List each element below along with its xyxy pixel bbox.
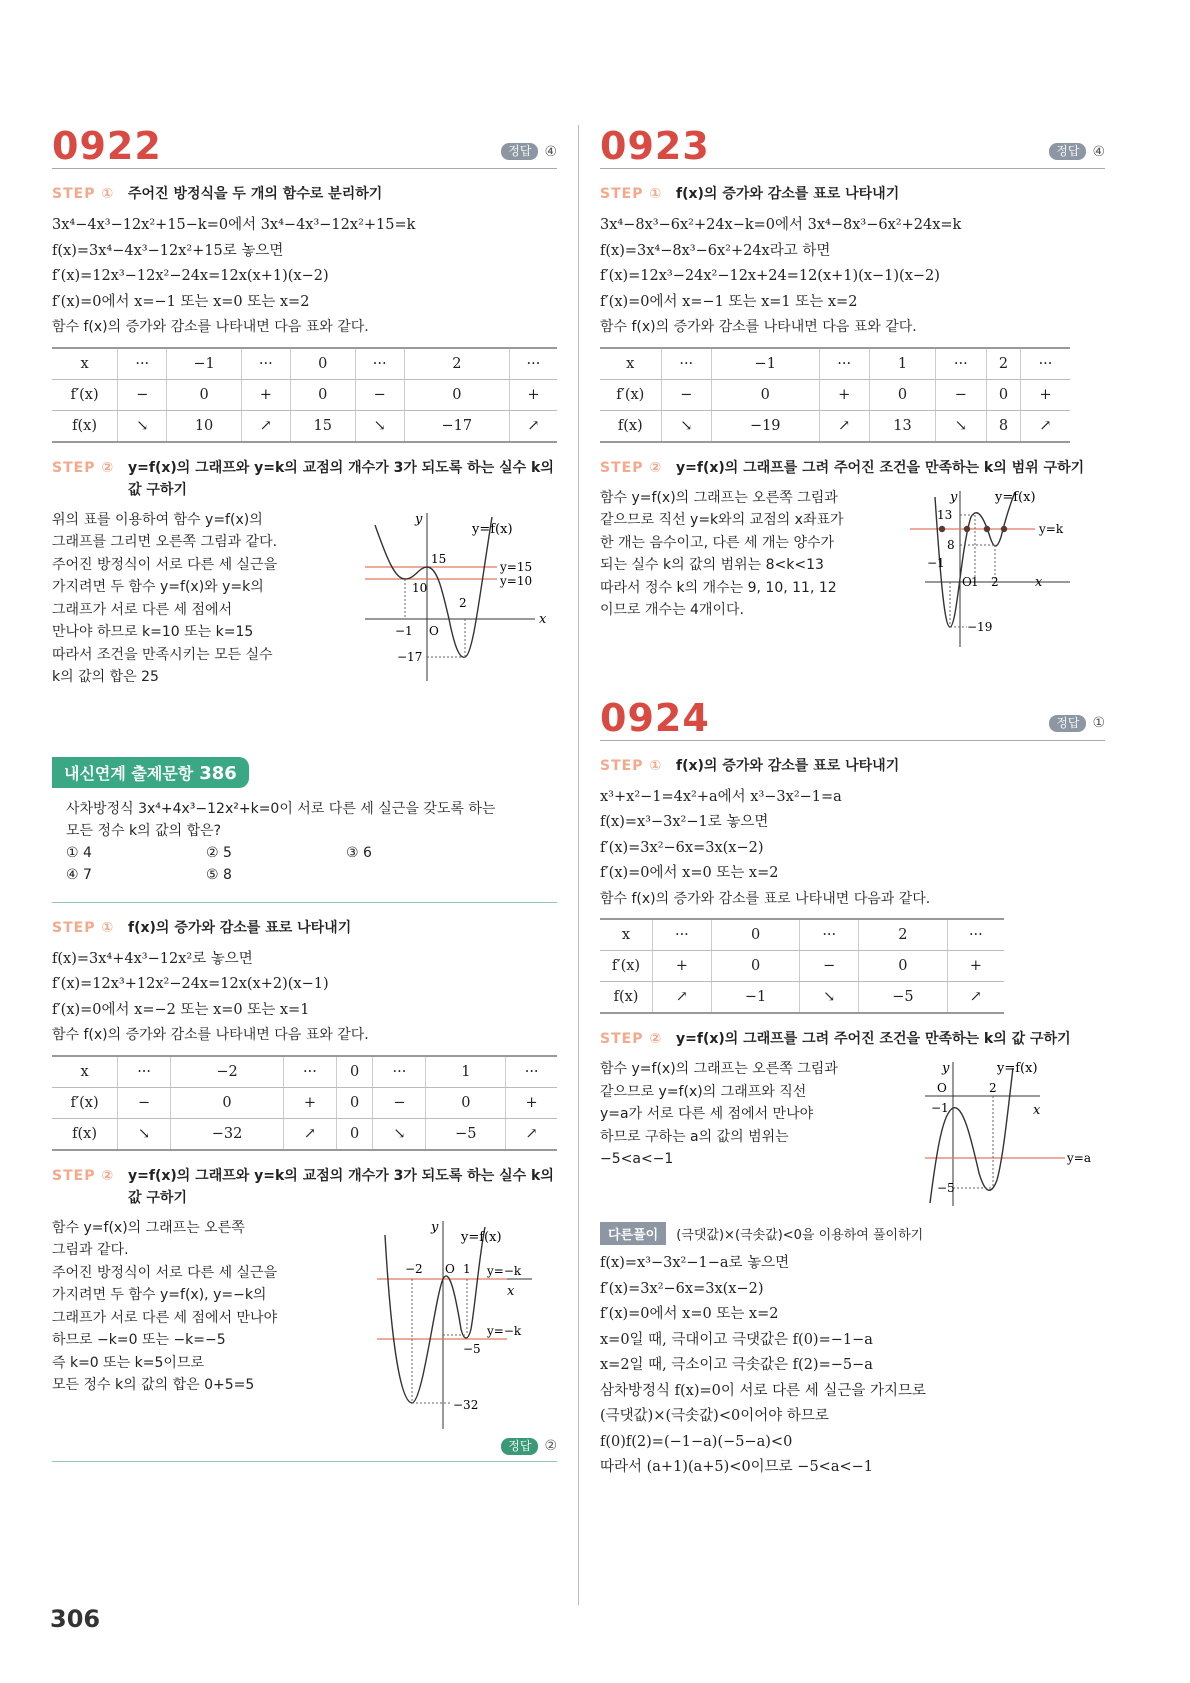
svg-text:−5: −5 xyxy=(937,1181,955,1195)
svg-text:1: 1 xyxy=(971,574,979,589)
step-badge: STEP ① xyxy=(52,186,115,202)
svg-text:2: 2 xyxy=(989,1081,997,1095)
problem-0924-header xyxy=(600,690,1105,741)
table-row: x ··· −1 ··· 0 ··· 2 ··· xyxy=(52,348,557,380)
problem-number: 0922 xyxy=(52,124,162,168)
choice[interactable]: ⑤ 8 xyxy=(206,866,232,883)
svg-text:y: y xyxy=(950,489,958,505)
explanation-text: 함수 y=f(x)의 그래프는 오른쪽 그림과 같다. 주어진 방정식이 서로 다른 세 실근을 가지려면 두 함수 y=f(x), y=−k의 그래프가 서로 다른 세 점에서 만나야 하므로 −k=0 또는 −k=−5 즉 k=0 또는 k=5이므로 모든 정수 k의 값의 합은 0+5=5 xyxy=(52,1219,278,1393)
solution-line: f(x)=3x⁴−4x³−12x²+15로 놓으면 xyxy=(52,242,284,259)
step-heading xyxy=(52,917,557,939)
step-heading: STEP ② y=f(x)의 그래프를 그려 주어진 조건을 만족하는 k의 값 구하기 xyxy=(600,1031,1071,1047)
step-heading xyxy=(52,1165,557,1209)
origin-label: O xyxy=(429,623,439,638)
step-heading xyxy=(52,457,557,501)
answer-indicator: 정답 ② xyxy=(52,1438,557,1455)
tick-label: 10 xyxy=(412,580,428,595)
step-badge: STEP ② xyxy=(52,1167,115,1184)
svg-text:O: O xyxy=(962,574,972,589)
line-label: y=15 xyxy=(500,559,533,574)
solution-lines: 3x⁴−8x³−6x²+24x−k=0에서 3x⁴−8x³−6x²+24x=k f(x)=3x⁴−8x³−6x²+24x라고 하면 f′(x)=12x³−24x²−12x+24=12(x+1)(x−1)(x−2) f′(x)=0에서 x=−1 또는 x=1 또는 x=2 함수 f(x)의 증가와 감소를 나타내면 다음 표와 같다. xyxy=(600,217,962,335)
svg-text:y=f(x): y=f(x) xyxy=(461,1229,502,1245)
solution-lines: f(x)=3x⁴+4x³−12x²로 놓으면 f′(x)=12x³+12x²−24x=12x(x+2)(x−1) f′(x)=0에서 x=−2 또는 x=0 또는 x=1 함수 f(x)의 증가와 감소를 나타내면 다음 표와 같다. xyxy=(52,950,369,1043)
problem-0923-header xyxy=(600,118,1105,169)
graph-row xyxy=(52,509,557,689)
step-title: f(x)의 증가와 감소를 표로 나타내기 xyxy=(128,919,352,936)
column-divider xyxy=(578,125,579,1605)
graph-row xyxy=(600,1058,1105,1208)
step-title: 주어진 방정식을 두 개의 함수로 분리하기 xyxy=(128,186,383,202)
svg-text:x: x xyxy=(1033,1103,1041,1118)
increase-decrease-table: x ··· −1 ··· 1 ··· 2 ··· f′(x) − 0 + 0 − 0 + f(x) ↘ −19 ↗ 13 ↘ 8 ↗ xyxy=(600,347,1070,443)
step-badge: STEP ② xyxy=(52,459,115,476)
svg-text:−32: −32 xyxy=(453,1397,479,1412)
tick-label: −17 xyxy=(397,649,423,664)
svg-text:1: 1 xyxy=(463,1261,471,1276)
solution-lines xyxy=(52,213,557,341)
choice[interactable]: ① 4 xyxy=(66,844,92,861)
left-column xyxy=(52,118,557,1462)
solution-line: f′(x)=0에서 x=−1 또는 x=0 또는 x=2 xyxy=(52,293,310,310)
x-axis-label: x xyxy=(539,611,547,627)
svg-text:y=−k: y=−k xyxy=(487,1263,522,1278)
tick-label: 15 xyxy=(431,551,447,566)
svg-text:−5: −5 xyxy=(463,1341,481,1356)
function-curve xyxy=(385,1227,485,1403)
solution-line: 3x⁴−4x³−12x²+15−k=0에서 3x⁴−4x³−12x²+15=k xyxy=(52,217,416,233)
answer-choices xyxy=(66,842,543,886)
step-heading xyxy=(52,183,557,205)
table-row: f′(x) − 0 + 0 − 0 + xyxy=(52,379,557,410)
graph-row xyxy=(52,1217,557,1432)
svg-text:−1: −1 xyxy=(927,555,945,570)
increase-decrease-table: x ··· −2 ··· 0 ··· 1 ··· f′(x) − 0 + 0 − 0 + f(x) ↘ −32 ↗ 0 ↘ −5 ↗ xyxy=(52,1055,557,1151)
svg-text:y=f(x): y=f(x) xyxy=(997,1061,1038,1076)
answer-indicator: 정답 ④ xyxy=(1049,143,1105,160)
problem-number: 0923 xyxy=(600,124,710,168)
increase-decrease-table: x ··· 0 ··· 2 ··· f′(x) + 0 − 0 + f(x) ↗ −1 ↘ −5 ↗ xyxy=(600,918,1004,1014)
svg-text:8: 8 xyxy=(947,537,955,552)
svg-text:−2: −2 xyxy=(405,1261,423,1276)
svg-text:−1: −1 xyxy=(931,1101,949,1115)
svg-text:y=−k: y=−k xyxy=(487,1323,522,1338)
solution-line: 함수 f(x)의 증가와 감소를 나타내면 다음 표와 같다. xyxy=(52,319,369,335)
solution-line: f′(x)=12x³−12x²−24x=12x(x+1)(x−2) xyxy=(52,268,329,284)
function-graph-386 xyxy=(357,1217,557,1432)
svg-text:13: 13 xyxy=(937,507,953,522)
tick-label: 2 xyxy=(459,595,467,610)
svg-text:−19: −19 xyxy=(967,619,993,634)
step-title: y=f(x)의 그래프와 y=k의 교점의 개수가 3가 되도록 하는 실수 k의 값 구하기 xyxy=(128,459,554,498)
svg-text:2: 2 xyxy=(991,574,999,589)
alternative-solution-lines: f(x)=x³−3x²−1−a로 놓으면 f′(x)=3x²−6x=3x(x−2) f′(x)=0에서 x=0 또는 x=2 x=0일 때, 극대이고 극댓값은 f(0)=−1−a x=2일 때, 극소이고 극솟값은 f(2)=−5−a 삼차방정식 f(x)=0이 서로 다른 세 실근을 가지므로 (극댓값)×(극솟값)<0이어야 하므로 f(0)f(2)=(−1−a)(−5−a)<0 따라서 (a+1)(a+5)<0이므로 −5<a<−1 xyxy=(600,1255,927,1475)
choice[interactable]: ② 5 xyxy=(206,844,232,861)
line-label: y=10 xyxy=(500,573,533,588)
solution-lines: x³+x²−1=4x²+a에서 x³−3x²−1=a f(x)=x³−3x²−1로 놓으면 f′(x)=3x²−6x=3x(x−2) f′(x)=0에서 x=0 또는 x=2 함수 f(x)의 증가와 감소를 표로 나타내면 다음과 같다. xyxy=(600,788,931,907)
linked-question-386 xyxy=(52,757,557,903)
svg-text:O: O xyxy=(445,1261,455,1276)
choice[interactable]: ③ 6 xyxy=(346,844,372,861)
explanation-text: 함수 y=f(x)의 그래프는 오른쪽 그림과 같으므로 y=f(x)의 그래프와 직선 y=a가 서로 다른 세 점에서 만나야 하므로 구하는 a의 값의 범위는 −5<a<−1 xyxy=(600,1061,838,1167)
step-title: y=f(x)의 그래프와 y=k의 교점의 개수가 3가 되도록 하는 실수 k의 값 구하기 xyxy=(128,1167,554,1206)
step-heading: STEP ① f(x)의 증가와 감소를 표로 나타내기 xyxy=(600,186,900,202)
svg-text:y=f(x): y=f(x) xyxy=(995,489,1036,505)
page-number: 306 xyxy=(50,1605,101,1633)
function-graph-0922 xyxy=(357,509,557,684)
function-graph-0924 xyxy=(905,1058,1105,1208)
right-column xyxy=(600,118,1105,1481)
graph-row xyxy=(600,487,1105,652)
answer-tag: 정답 xyxy=(501,143,538,160)
problem-0922-header xyxy=(52,118,557,169)
choice[interactable]: ④ 7 xyxy=(66,866,92,883)
svg-text:y: y xyxy=(942,1061,950,1076)
step-badge: STEP ① xyxy=(52,919,115,936)
svg-text:y: y xyxy=(431,1219,439,1235)
step-heading: STEP ① f(x)의 증가와 감소를 표로 나타내기 xyxy=(600,757,900,774)
answer-indicator: 정답 ① xyxy=(1049,715,1105,732)
question-title: 내신연계 출제문항 386 xyxy=(52,757,249,788)
svg-text:O: O xyxy=(937,1081,947,1095)
increase-decrease-table xyxy=(52,347,557,443)
curve-label: y=f(x) xyxy=(472,521,513,537)
alternative-solution-header: 다른풀이 (극댓값)×(극솟값)<0을 이용하여 풀이하기 xyxy=(600,1222,1105,1245)
problem-number: 0924 xyxy=(600,695,710,740)
answer-indicator xyxy=(501,143,557,160)
step-heading: STEP ② y=f(x)의 그래프를 그려 주어진 조건을 만족하는 k의 범위 구하기 xyxy=(600,459,1085,476)
section-divider xyxy=(52,1461,557,1462)
svg-text:x: x xyxy=(507,1283,515,1299)
y-axis-label: y xyxy=(415,511,423,527)
function-graph-0923 xyxy=(905,487,1105,652)
explanation-text: 위의 표를 이용하여 함수 y=f(x)의 그래프를 그리면 오른쪽 그림과 같다. 주어진 방정식이 서로 다른 세 실근을 가지려면 두 함수 y=f(x)와 y=k의 그래프가 서로 다른 세 점에서 만나야 하므로 k=10 또는 k=15 따라서 조건을 만족시키는 모든 실수 k의 값의 합은 25 xyxy=(52,511,278,685)
answer-value: ④ xyxy=(544,143,557,160)
tick-label: −1 xyxy=(395,623,413,638)
svg-text:x: x xyxy=(1035,574,1043,590)
svg-text:y=k: y=k xyxy=(1039,521,1064,536)
table-row: f(x) ↘ 10 ↗ 15 ↘ −17 ↗ xyxy=(52,410,557,442)
question-body: 사차방정식 3x⁴+4x³−12x²+k=0이 서로 다른 세 실근을 갖도록 하는 모든 정수 k의 값의 합은? ① 4 ② 5 ③ 6 ④ 7 ⑤ 8 xyxy=(52,788,557,896)
svg-text:y=a: y=a xyxy=(1067,1151,1091,1165)
explanation-text: 함수 y=f(x)의 그래프는 오른쪽 그림과 같으므로 직선 y=k와의 교점의 x좌표가 한 개는 음수이고, 다른 세 개는 양수가 되는 실수 k의 값의 범위는 8<k<13 따라서 정수 k의 개수는 9, 10, 11, 12 이므로 개수는 4개이다. xyxy=(600,489,844,618)
